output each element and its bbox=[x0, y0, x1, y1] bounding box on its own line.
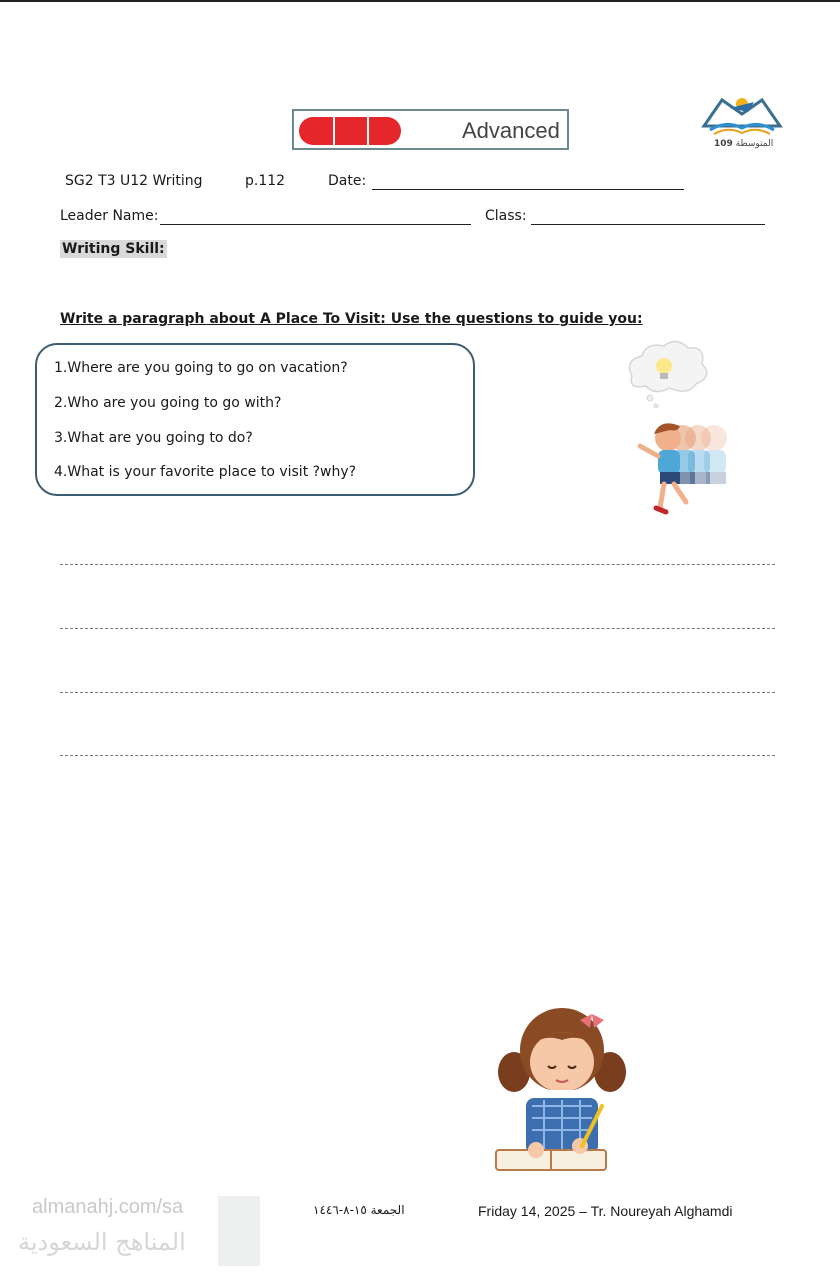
course-label: SG2 T3 U12 Writing bbox=[65, 173, 203, 189]
watermark-url: almanahj.com/sa bbox=[32, 1196, 184, 1218]
date-field[interactable] bbox=[372, 173, 684, 190]
watermark-panel bbox=[218, 1196, 260, 1266]
girl-writing-icon bbox=[492, 1000, 632, 1178]
writing-skill-heading: Writing Skill: bbox=[62, 241, 165, 257]
writing-line[interactable] bbox=[60, 564, 775, 565]
guide-questions-box bbox=[35, 343, 475, 496]
question-item: 3.What are you going to do? bbox=[54, 430, 253, 446]
question-item: 4.What is your favorite place to visit ?why? bbox=[54, 464, 357, 480]
hijri-date: الجمعة ١٥-٨-١٤٤٦ bbox=[313, 1203, 405, 1217]
logo-number: 109 bbox=[714, 139, 733, 149]
leader-name-label: Leader Name: bbox=[60, 208, 159, 224]
school-logo bbox=[700, 92, 784, 154]
girl-writing-illustration bbox=[492, 1000, 632, 1178]
class-field[interactable] bbox=[531, 208, 765, 225]
writing-line[interactable] bbox=[60, 628, 775, 629]
watermark-brand: المناهج السعودية bbox=[18, 1228, 186, 1256]
running-kid-icon bbox=[640, 423, 727, 512]
level-label: Advanced bbox=[462, 118, 560, 143]
footer-credit: Friday 14, 2025 – Tr. Noureyah Alghamdi bbox=[478, 1203, 733, 1219]
class-label: Class: bbox=[485, 208, 527, 224]
level-segment-2 bbox=[335, 117, 367, 145]
idea-bulb-cloud-icon bbox=[630, 341, 707, 408]
logo-text: المتوسطة bbox=[735, 139, 774, 149]
level-segment-3 bbox=[369, 117, 401, 145]
writing-line[interactable] bbox=[60, 755, 775, 756]
level-indicator bbox=[292, 109, 569, 150]
question-item: 2.Who are you going to go with? bbox=[54, 395, 282, 411]
level-segment-1 bbox=[299, 117, 333, 145]
writing-prompt: Write a paragraph about A Place To Visit: Use the questions to guide you: bbox=[60, 311, 643, 327]
writing-line[interactable] bbox=[60, 692, 775, 693]
leader-name-field[interactable] bbox=[160, 208, 471, 225]
page-label: p.112 bbox=[245, 173, 286, 189]
date-label: Date: bbox=[328, 173, 367, 189]
thinking-running-kid-illustration bbox=[620, 338, 785, 523]
top-border bbox=[0, 0, 840, 2]
question-item: 1.Where are you going to go on vacation? bbox=[54, 360, 348, 376]
